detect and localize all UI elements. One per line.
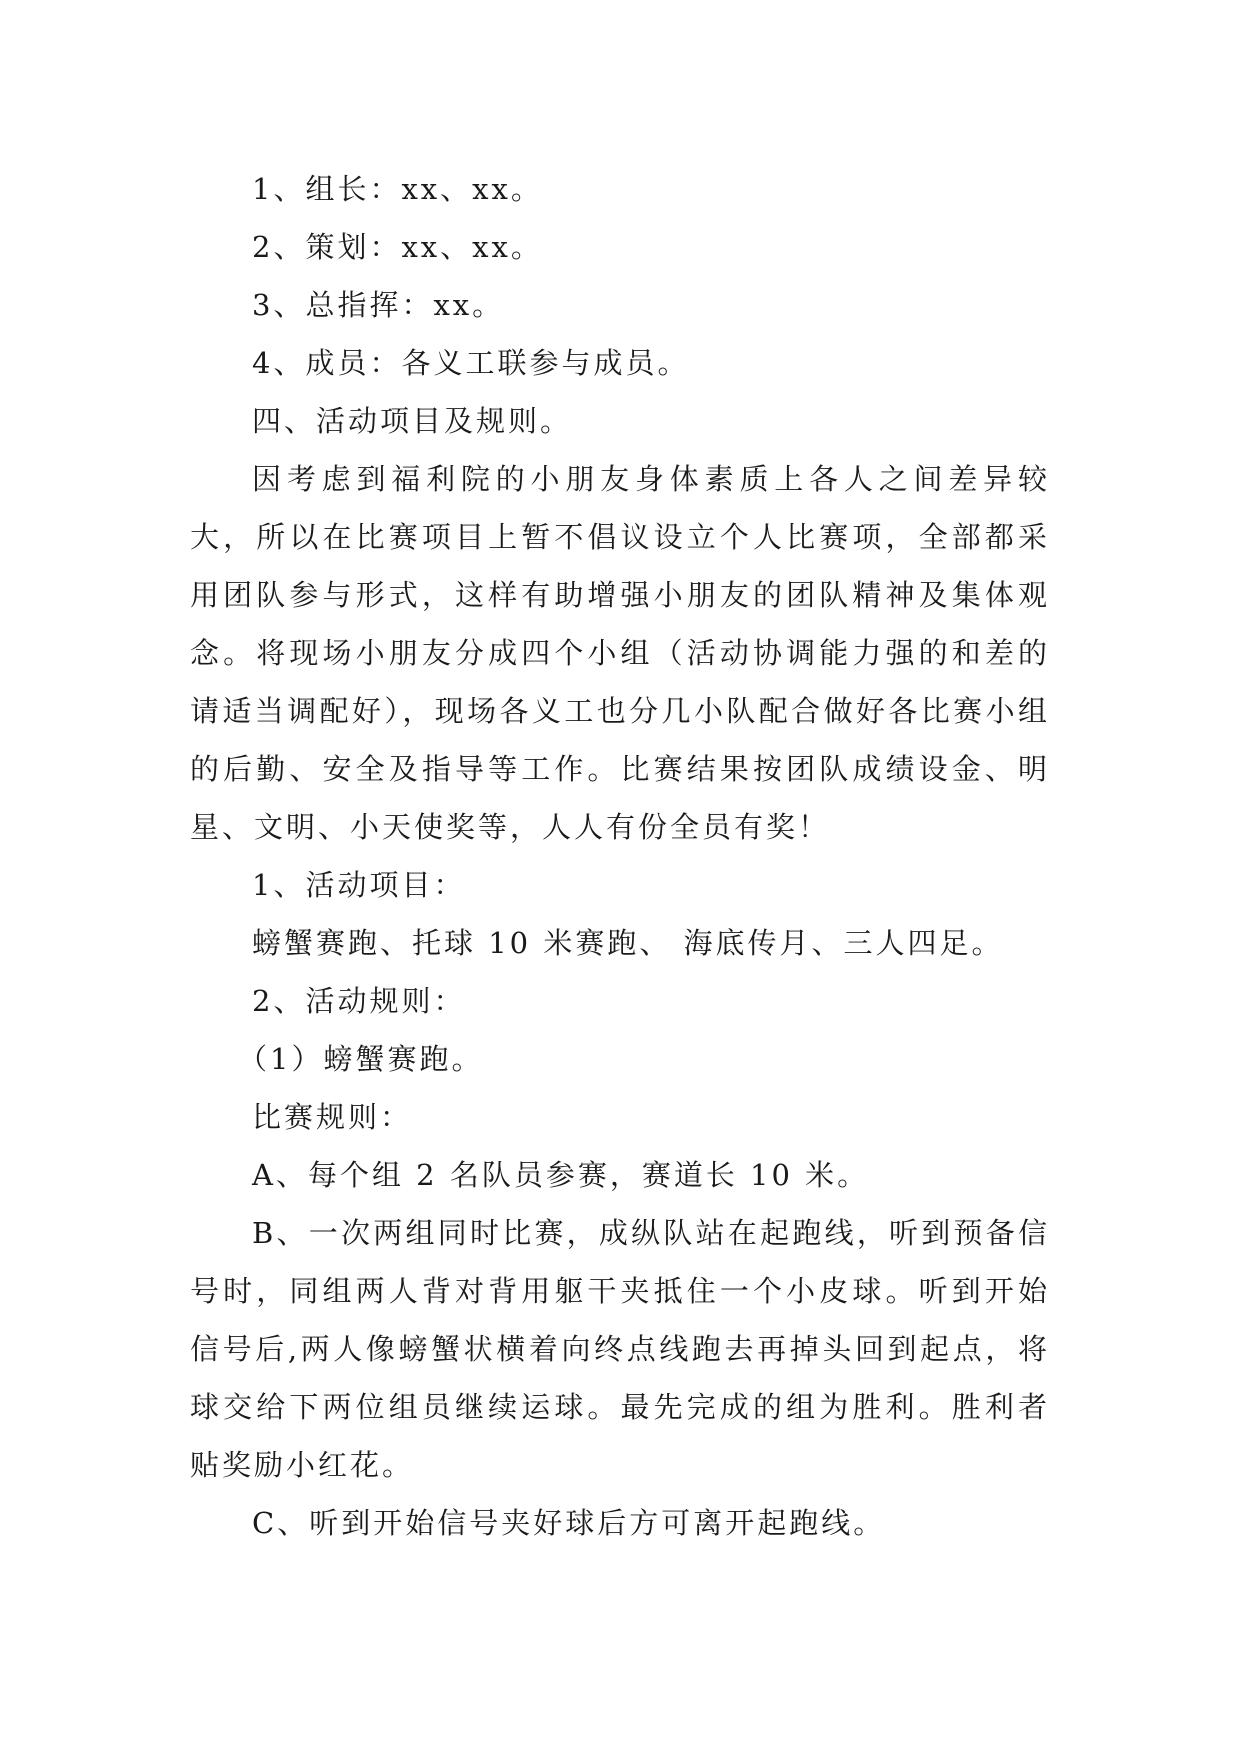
- activity-items-list: 螃蟹赛跑、托球 10 米赛跑、 海底传月、三人四足。: [252, 926, 1004, 960]
- commander-line: 3、总指挥：xx。: [252, 288, 505, 322]
- rule-b: B、一次两组同时比赛，成纵队站在起跑线，听到预备信号时，同组两人背对背用躯干夹抵住一个小皮球。听到开始信号后,两人像螃蟹状横着向终点线跑去再掉头回到起点，将球交给下两位组员继续运球。最先完成的组为胜利。胜利者贴奖励小红花。: [190, 1216, 1050, 1482]
- activity-items-heading: 1、活动项目：: [252, 868, 466, 902]
- section-heading: 四、活动项目及规则。: [252, 404, 573, 438]
- activity-rules-heading: 2、活动规则：: [252, 984, 466, 1018]
- rule-c: C、听到开始信号夹好球后方可离开起跑线。: [252, 1506, 886, 1540]
- rule-a: A、每个组 2 名队员参赛，赛道长 10 米。: [252, 1158, 870, 1192]
- intro-paragraph: 因考虑到福利院的小朋友身体素质上各人之间差异较大，所以在比赛项目上暂不倡议设立个人比赛项，全部都采用团队参与形式，这样有助增强小朋友的团队精神及集体观念。将现场小朋友分成四个小组（活动协调能力强的和差的请适当调配好），现场各义工也分几小队配合做好各比赛小组的后勤、安全及指导等工作。比赛结果按团队成绩设金、明星、文明、小天使奖等，人人有份全员有奖！: [190, 462, 1050, 844]
- members-line: 4、成员：各义工联参与成员。: [252, 346, 690, 380]
- planner-line: 2、策划：xx、xx。: [252, 230, 543, 264]
- crab-race-heading: （1）螃蟹赛跑。: [238, 1042, 484, 1076]
- leader-line: 1、组长：xx、xx。: [252, 172, 543, 206]
- document-body: [190, 160, 1050, 1552]
- rules-heading: 比赛规则：: [252, 1100, 413, 1134]
